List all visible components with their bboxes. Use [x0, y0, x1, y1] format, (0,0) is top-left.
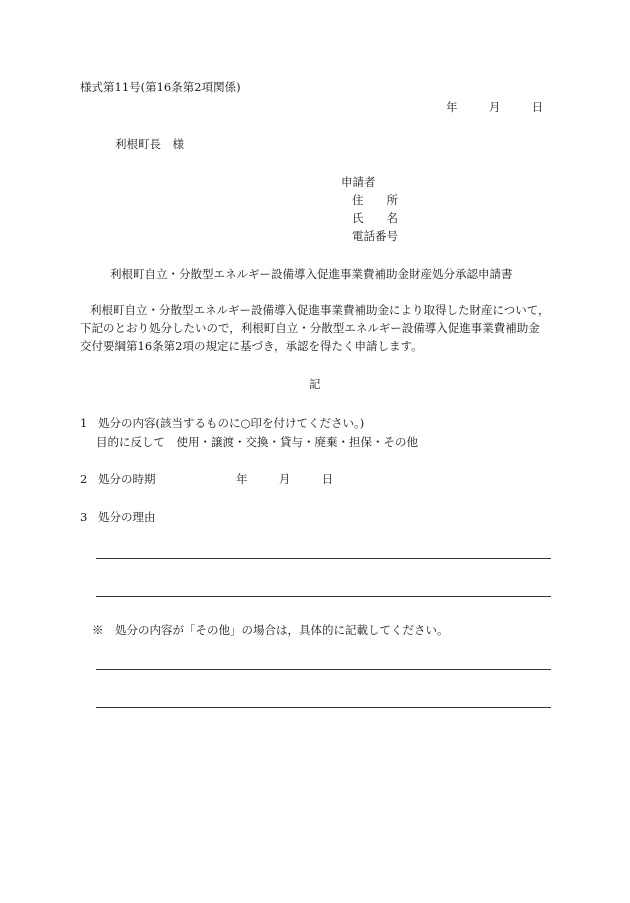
header-date-month: 月	[488, 100, 501, 114]
detail-line-2	[96, 707, 551, 708]
note: ※ 処分の内容が「その他」の場合は，具体的に記載してください。	[92, 623, 449, 637]
item2-date-day: 日	[321, 472, 334, 486]
header-date-day: 日	[531, 100, 544, 114]
body-line-3: 交付要綱第16条第2項の規定に基づき，承認を得たく申請します。	[80, 339, 423, 353]
body-line-1: 利根町自立・分散型エネルギー設備導入促進事業費補助金により取得した財産について，	[90, 303, 550, 317]
item3-number: 3	[80, 510, 88, 524]
body-line-2: 下記のとおり処分したいので，利根町自立・分散型エネルギー設備導入促進事業費補助金	[80, 321, 540, 335]
form-number: 様式第11号(第16条第2項関係)	[80, 80, 241, 94]
item1-options: 目的に反して 使用・譲渡・交換・貸与・廃棄・担保・その他	[96, 435, 418, 449]
applicant-phone-label: 電話番号	[352, 229, 398, 243]
applicant-name-label: 氏 名	[352, 211, 398, 225]
header-date-year: 年	[446, 100, 458, 114]
item2-date-month: 月	[278, 472, 291, 486]
addressee: 利根町長 様	[115, 137, 184, 151]
applicant-address-label: 住 所	[352, 193, 398, 207]
item1-number: 1	[80, 416, 88, 430]
detail-line-1	[96, 669, 551, 670]
document-title: 利根町自立・分散型エネルギー設備導入促進事業費補助金財産処分承認申請書	[110, 267, 513, 281]
ki-heading: 記	[309, 377, 321, 391]
applicant-title: 申請者	[341, 175, 376, 189]
reason-line-1	[96, 558, 551, 559]
item2-date	[236, 471, 333, 487]
item2-number: 2	[80, 472, 88, 486]
reason-line-2	[96, 596, 551, 597]
header-date	[446, 99, 543, 115]
item2-title: 処分の時期	[98, 472, 156, 486]
item1-title: 処分の内容(該当するものに○印を付けてください。)	[98, 416, 365, 430]
item2-date-year: 年	[236, 472, 248, 486]
item3-title: 処分の理由	[98, 510, 156, 524]
